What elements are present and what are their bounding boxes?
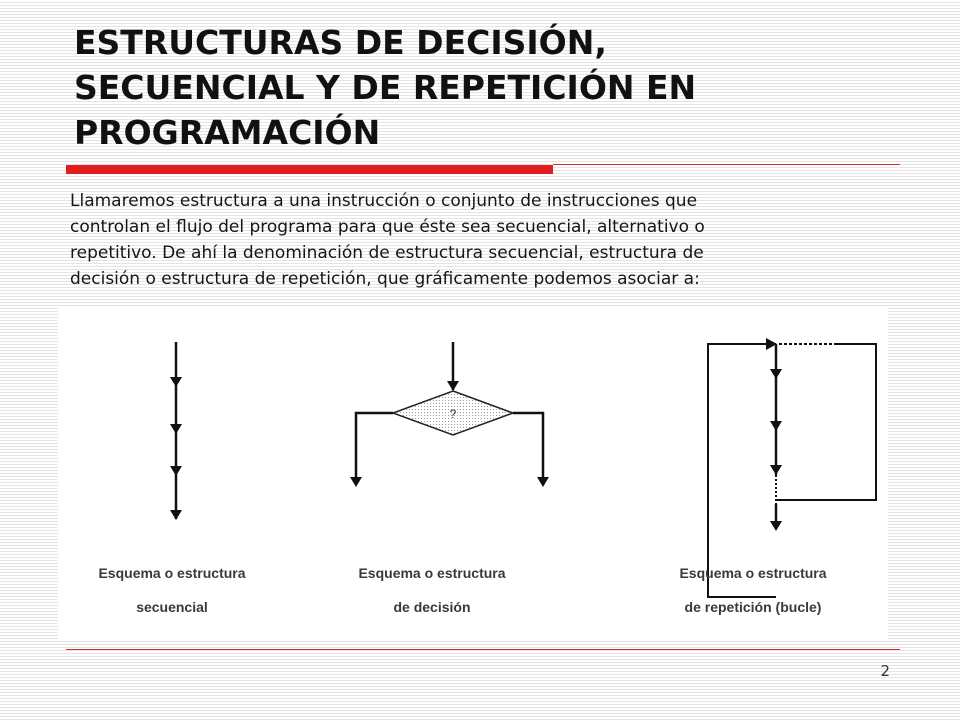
flowchart-diagrams — [58, 307, 888, 640]
decision-symbol: ? — [449, 407, 457, 421]
flow-arrow-icon — [770, 465, 782, 475]
caption-decision-line1: Esquema o estructura — [358, 565, 506, 581]
slide-title — [74, 20, 894, 155]
paragraph-line: Llamaremos estructura a una instrucción o conjunto de instrucciones que — [70, 191, 698, 211]
flow-structures-figure — [58, 307, 888, 640]
flow-arrow-icon — [447, 381, 459, 391]
repetition-diagram — [708, 338, 876, 597]
flow-arrow-icon — [170, 466, 182, 476]
intro-paragraph — [70, 188, 870, 292]
sequential-diagram — [170, 342, 182, 520]
title-divider-line — [553, 164, 900, 165]
paragraph-line: repetitivo. De ahí la denominación de estructura secuencial, estructura de — [70, 243, 704, 263]
caption-sequential-line2: secuencial — [136, 599, 208, 615]
title-line: SECUENCIAL Y DE REPETICIÓN EN — [74, 68, 697, 107]
decision-diagram — [350, 342, 549, 487]
caption-sequential-line1: Esquema o estructura — [98, 565, 246, 581]
title-line: PROGRAMACIÓN — [74, 113, 381, 152]
flow-arrow-icon — [770, 421, 782, 431]
title-line: ESTRUCTURAS DE DECISIÓN, — [74, 23, 607, 62]
flow-arrow-icon — [537, 477, 549, 487]
flow-arrow-icon — [350, 477, 362, 487]
title-accent-bar — [66, 165, 553, 174]
paragraph-line: controlan el flujo del programa para que éste sea secuencial, alternativo o — [70, 217, 705, 237]
flow-arrow-icon — [170, 510, 182, 520]
paragraph-line: decisión o estructura de repetición, que gráficamente podemos asociar a: — [70, 269, 700, 289]
caption-repetition-line2: de repetición (bucle) — [684, 599, 822, 615]
caption-decision-line2: de decisión — [393, 599, 471, 615]
flow-arrow-icon — [770, 369, 782, 379]
flow-arrow-icon — [170, 424, 182, 434]
page-number: 2 — [880, 662, 890, 680]
footer-divider-line — [66, 649, 900, 650]
flow-arrow-icon — [170, 377, 182, 387]
flow-arrow-icon — [770, 521, 782, 531]
caption-repetition-line1: Esquema o estructura — [679, 565, 827, 581]
